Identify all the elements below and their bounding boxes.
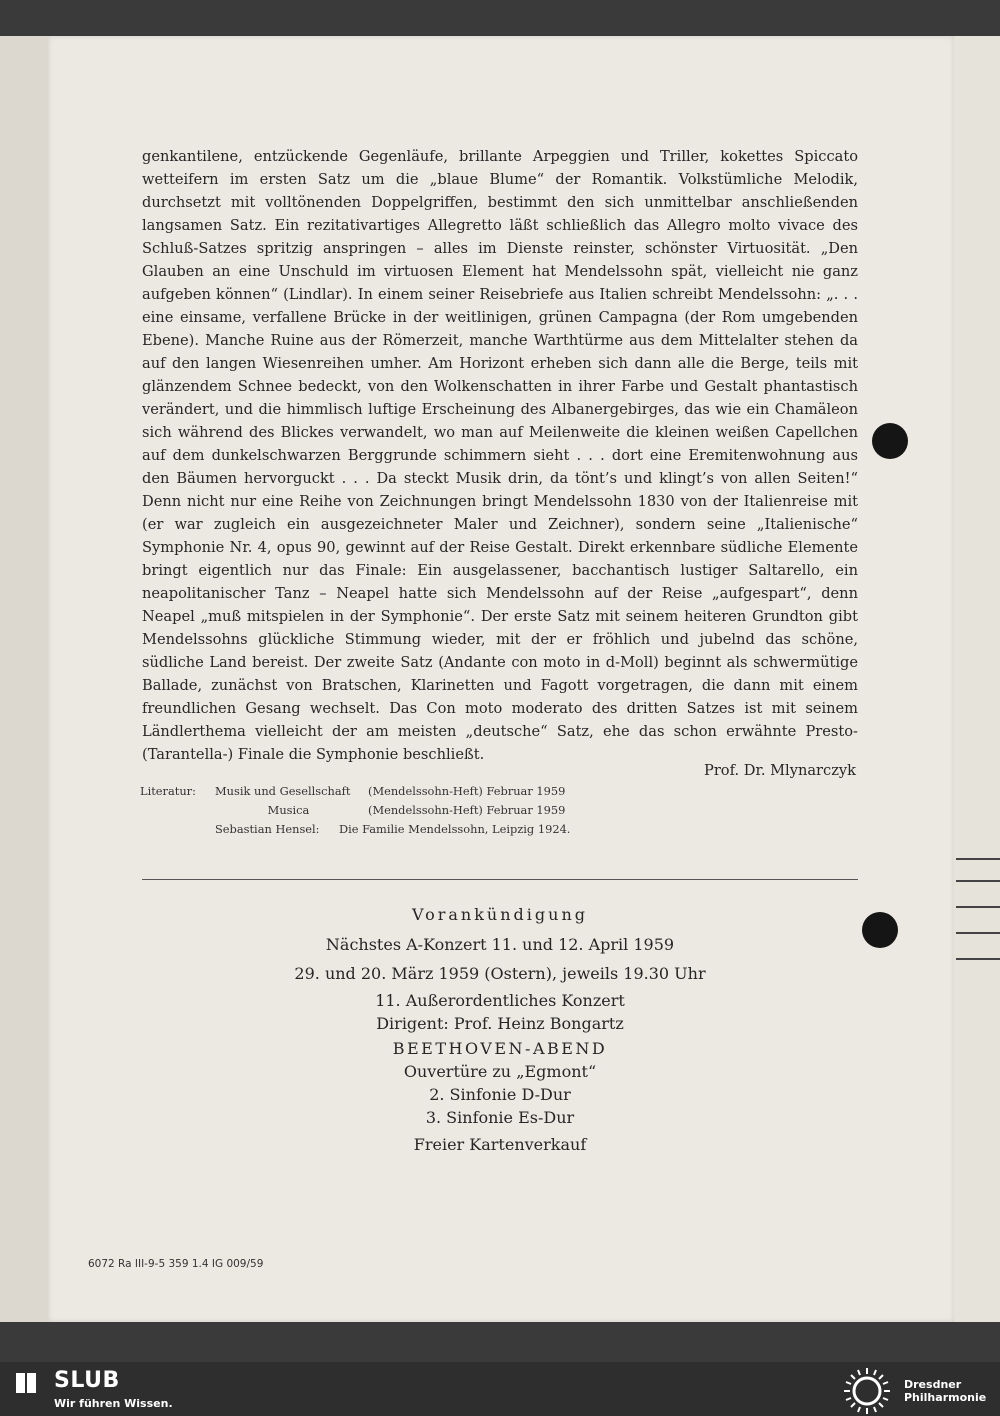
program-item: 2. Sinfonie D-Dur	[429, 1085, 571, 1104]
left-page-edge	[0, 36, 48, 1322]
edge-mark	[956, 932, 1000, 934]
literature-source: Musik und Gesellschaft	[215, 784, 351, 798]
slub-name: SLUB	[54, 1368, 120, 1393]
announcement-title: Vorankündigung	[412, 905, 588, 924]
punch-hole	[862, 912, 898, 948]
edge-mark	[956, 858, 1000, 860]
literature-detail: Die Familie Mendelssohn, Leipzig 1924.	[339, 822, 571, 836]
author-signature: Prof. Dr. Mlynarczyk	[704, 762, 856, 779]
literature-detail: (Mendelssohn-Heft) Februar 1959	[368, 803, 566, 817]
literature-row	[140, 801, 570, 820]
philharmonie-name	[904, 1378, 986, 1404]
literature-label: Literatur:	[140, 784, 196, 798]
philharmonie-logo-icon	[842, 1366, 892, 1416]
ticket-note: Freier Kartenverkauf	[413, 1135, 587, 1154]
footer-bar	[0, 1362, 1000, 1414]
literature-row	[140, 820, 570, 839]
literature-row	[140, 782, 570, 801]
edge-mark	[956, 958, 1000, 960]
program-item: Ouvertüre zu „Egmont“	[403, 1062, 597, 1081]
essay-body-text: genkantilene, entzückende Gegenläufe, brillante Arpeggien und Triller, kokettes Spiccato wetteifern im ersten Satz um die „blaue Blume“ der Romantik. Volkstümliche Melodik, durchsetzt mit volltönenden Doppelgriffen, bestimmt den sich unmittelbar anschließenden langsamen Satz. Ein rezitativartiges Allegretto läßt schließlich das Allegro molto vivace des Schluß-Satzes spritzig anspringen – alles im Dienste reinster, schönster Virtuosität. „Den Glauben an eine Unschuld im virtuosen Element hat Mendelssohn spät, vielleicht nie ganz aufgeben können“ (Lindlar). In einem seiner Reisebriefe aus Italien schreibt Mendelssohn: „. . . eine einsame, verfallene Brücke in der weitlinigen, grünen Campagna (der Rom umgebenden Ebene). Manche Ruine aus der Römerzeit, manche Warthtürme aus dem Mittelalter stehen da auf den langen Wiesenreihen umher. Am Horizont erheben sich dann alle die Berge, teils mit glänzendem Schnee bedeckt, von den Wolkenschatten in ihrer Farbe und Gestalt phantastisch verändert, und die himmlisch luftige Erscheinung des Albanergebirges, das wie ein Chamäleon sich während des Blickes verwandelt, wo man auf Meilenweite die kleinen weißen Capellchen auf dem dunkelschwarzen Berggrunde schimmern sieht . . . dort eine Eremitenwohnung aus den Bäumen hervorguckt . . . Da steckt Musik drin, da tönt’s und klingt’s von allen Seiten!“ Denn nicht nur eine Reihe von Zeichnungen bringt Mendelssohn 1830 von der Italienreise mit (er war zugleich ein ausgezeichneter Maler und Zeichner), sondern seine „Italienische“ Symphonie Nr. 4, opus 90, gewinnt auf der Reise Gestalt. Direkt erkennbare südliche Elemente bringt eigentlich nur das Finale: Ein ausgelassener, bacchantisch lustiger Saltarello, ein neapolitanischer Tanz – Neapel hatte sich Mendelssohn auf der Reise „aufgespart“, denn Neapel „muß mitspielen in der Symphonie“. Der erste Satz mit seinem heiteren Grundton gibt Mendelssohns glückliche Stimmung wieder, mit der er fröhlich und jubelnd das schöne, südliche Land bereist. Der zweite Satz (Andante con moto in d-Moll) beginnt als schwermütige Ballade, zunächst von Bratschen, Klarinetten und Fagott vorgetragen, die dann mit einem freundlichen Gesang wechselt. Das Con moto moderato des dritten Satzes ist mit seinem Ländlerthema vielleicht der am meisten „deutsche“ Satz, ehe das schon erwähnte Presto- (Tarantella-) Finale die Symphonie beschließt.	[142, 148, 858, 763]
program-title: BEETHOVEN-ABEND	[392, 1039, 608, 1058]
philharmonie-name-line1: Dresdner	[904, 1378, 962, 1391]
literature-list	[140, 782, 570, 839]
concert-type: 11. Außerordentliches Konzert	[375, 991, 625, 1010]
literature-source: Sebastian Hensel:	[215, 822, 320, 836]
right-page-edge	[954, 36, 1000, 1322]
next-concert: Nächstes A-Konzert 11. und 12. April 1959	[325, 935, 675, 954]
edge-mark	[956, 906, 1000, 908]
philharmonie-name-line2: Philharmonie	[904, 1391, 987, 1404]
announcement-block	[142, 905, 858, 1154]
slub-logo-icon	[14, 1370, 40, 1396]
punch-hole	[872, 423, 908, 459]
program-item: 3. Sinfonie Es-Dur	[425, 1108, 575, 1127]
section-divider	[142, 879, 858, 880]
print-code: 6072 Ra III-9-5 359 1.4 IG 009/59	[88, 1258, 264, 1270]
concert-dates: 29. und 20. März 1959 (Ostern), jeweils 19.30 Uhr	[294, 964, 706, 983]
edge-mark	[956, 880, 1000, 882]
literature-source: Musica	[267, 803, 310, 817]
slub-tagline: Wir führen Wissen.	[54, 1397, 173, 1410]
literature-detail: (Mendelssohn-Heft) Februar 1959	[368, 784, 566, 798]
conductor: Dirigent: Prof. Heinz Bongartz	[376, 1014, 624, 1033]
